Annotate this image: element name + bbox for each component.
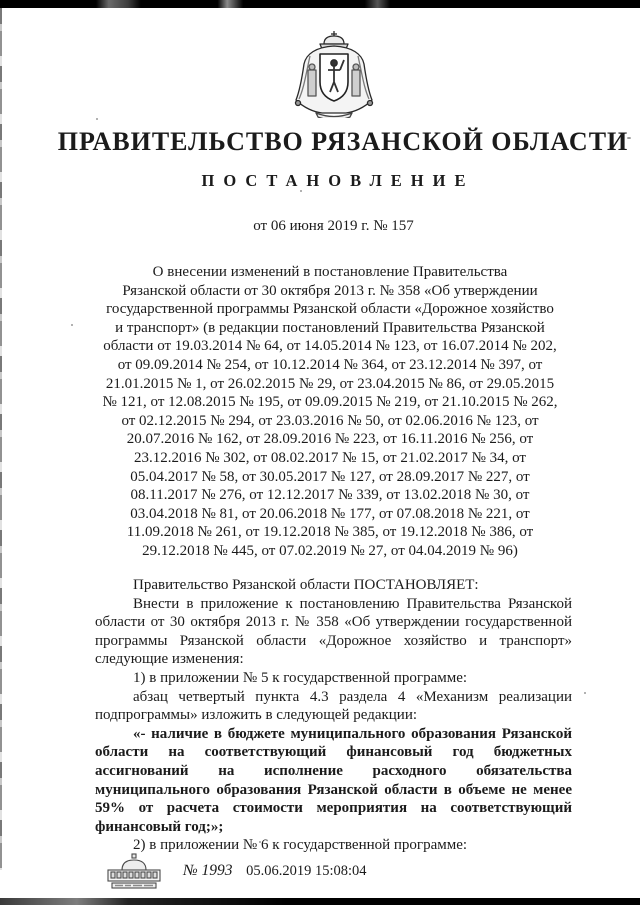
body-paragraph: 1) в приложении № 5 к государственной программе: — [133, 669, 468, 686]
title-line: области от 19.03.2014 № 64, от 14.05.2014 № 123, от 16.07.2014 № 202, — [103, 338, 557, 355]
scan-artifact-top-edge — [0, 0, 640, 8]
document-type-heading: ПОСТАНОВЛЕНИЕ — [201, 171, 475, 190]
title-line: 11.09.2018 № 261, от 19.12.2018 № 385, от 19.12.2018 № 386, от — [126, 524, 534, 541]
title-line: 03.04.2018 № 81, от 20.06.2018 № 177, от 07.08.2018 № 221, от — [130, 505, 530, 522]
scan-noise-dot — [96, 118, 98, 120]
document-date-number: от 06 июня 2019 г. № 157 — [253, 218, 414, 234]
body-paragraph-quoted-amendment: «- наличие в бюджете муниципального образования Рязанской области на соответствующий финансовый год бюджетных ассигнований на исполнение расходного обязательства муниципального образования Рязанской области в объеме не менее 59% от расчета стоимости мероприятия на соответствующий финансовый год;»; — [95, 725, 572, 835]
document-title-block — [95, 263, 565, 561]
scan-artifact-left-edge — [0, 8, 2, 870]
scan-artifact-bottom-edge — [0, 898, 640, 905]
title-line: 05.04.2017 № 58, от 30.05.2017 № 127, от 28.09.2017 № 227, от — [130, 468, 530, 485]
scan-noise-dot — [584, 692, 586, 694]
document-body — [95, 576, 572, 855]
registration-number: № 1993 — [183, 862, 233, 879]
coat-of-arms-icon — [286, 30, 382, 118]
title-line: государственной программы Рязанской области «Дорожное хозяйство — [106, 301, 554, 318]
title-line: О внесении изменений в постановление Правительства — [152, 264, 508, 280]
body-paragraph: абзац четвертый пункта 4.3 раздела 4 «Механизм реализации подпрограммы» изложить в следующей редакции: — [95, 688, 572, 724]
title-line: № 121, от 12.08.2015 № 195, от 09.09.2015 № 219, от 21.10.2015 № 262, — [102, 394, 558, 411]
title-line: Рязанской области от 30 октября 2013 г. № 358 «Об утверждении — [122, 282, 538, 299]
scan-noise-dot — [71, 324, 73, 326]
title-line: 29.12.2018 № 445, от 07.02.2019 № 27, от 04.04.2019 № 96) — [142, 542, 518, 559]
title-line: 20.07.2016 № 162, от 28.09.2016 № 223, от 16.11.2016 № 256, от — [126, 431, 534, 448]
body-paragraph: Внести в приложение к постановлению Правительства Рязанской области от 30 октября 2013 г. № 358 «Об утверждении государственной программы Рязанской области «Дорожное хозяйство и транспорт» следующие изменения: — [95, 595, 572, 668]
registration-stamp-icon — [103, 852, 167, 894]
body-paragraph: Правительство Рязанской области ПОСТАНОВЛЯЕТ: — [133, 577, 479, 593]
registration-datetime: 05.06.2019 15:08:04 — [246, 863, 367, 879]
title-line: 08.11.2017 № 276, от 12.12.2017 № 339, от 13.02.2018 № 30, от — [130, 487, 530, 504]
title-line: 23.12.2016 № 302, от 08.02.2017 № 15, от 21.02.2017 № 34, от — [133, 449, 526, 466]
registration-line — [183, 862, 367, 880]
title-line: и транспорт» (в редакции постановлений Правительства Рязанской — [115, 319, 545, 336]
title-line: от 02.12.2015 № 294, от 23.03.2016 № 50, от 02.06.2016 № 123, от — [121, 412, 539, 429]
organization-name: ПРАВИТЕЛЬСТВО РЯЗАНСКОЙ ОБЛАСТИ — [57, 127, 629, 156]
title-line: 21.01.2015 № 1, от 26.02.2015 № 29, от 23.04.2015 № 86, от 29.05.2015 — [105, 375, 555, 392]
title-line: от 09.09.2014 № 254, от 10.12.2014 № 364, от 23.12.2014 № 397, от — [117, 356, 543, 373]
body-paragraph: 2) в приложении № 6 к государственной программе: — [133, 837, 468, 854]
